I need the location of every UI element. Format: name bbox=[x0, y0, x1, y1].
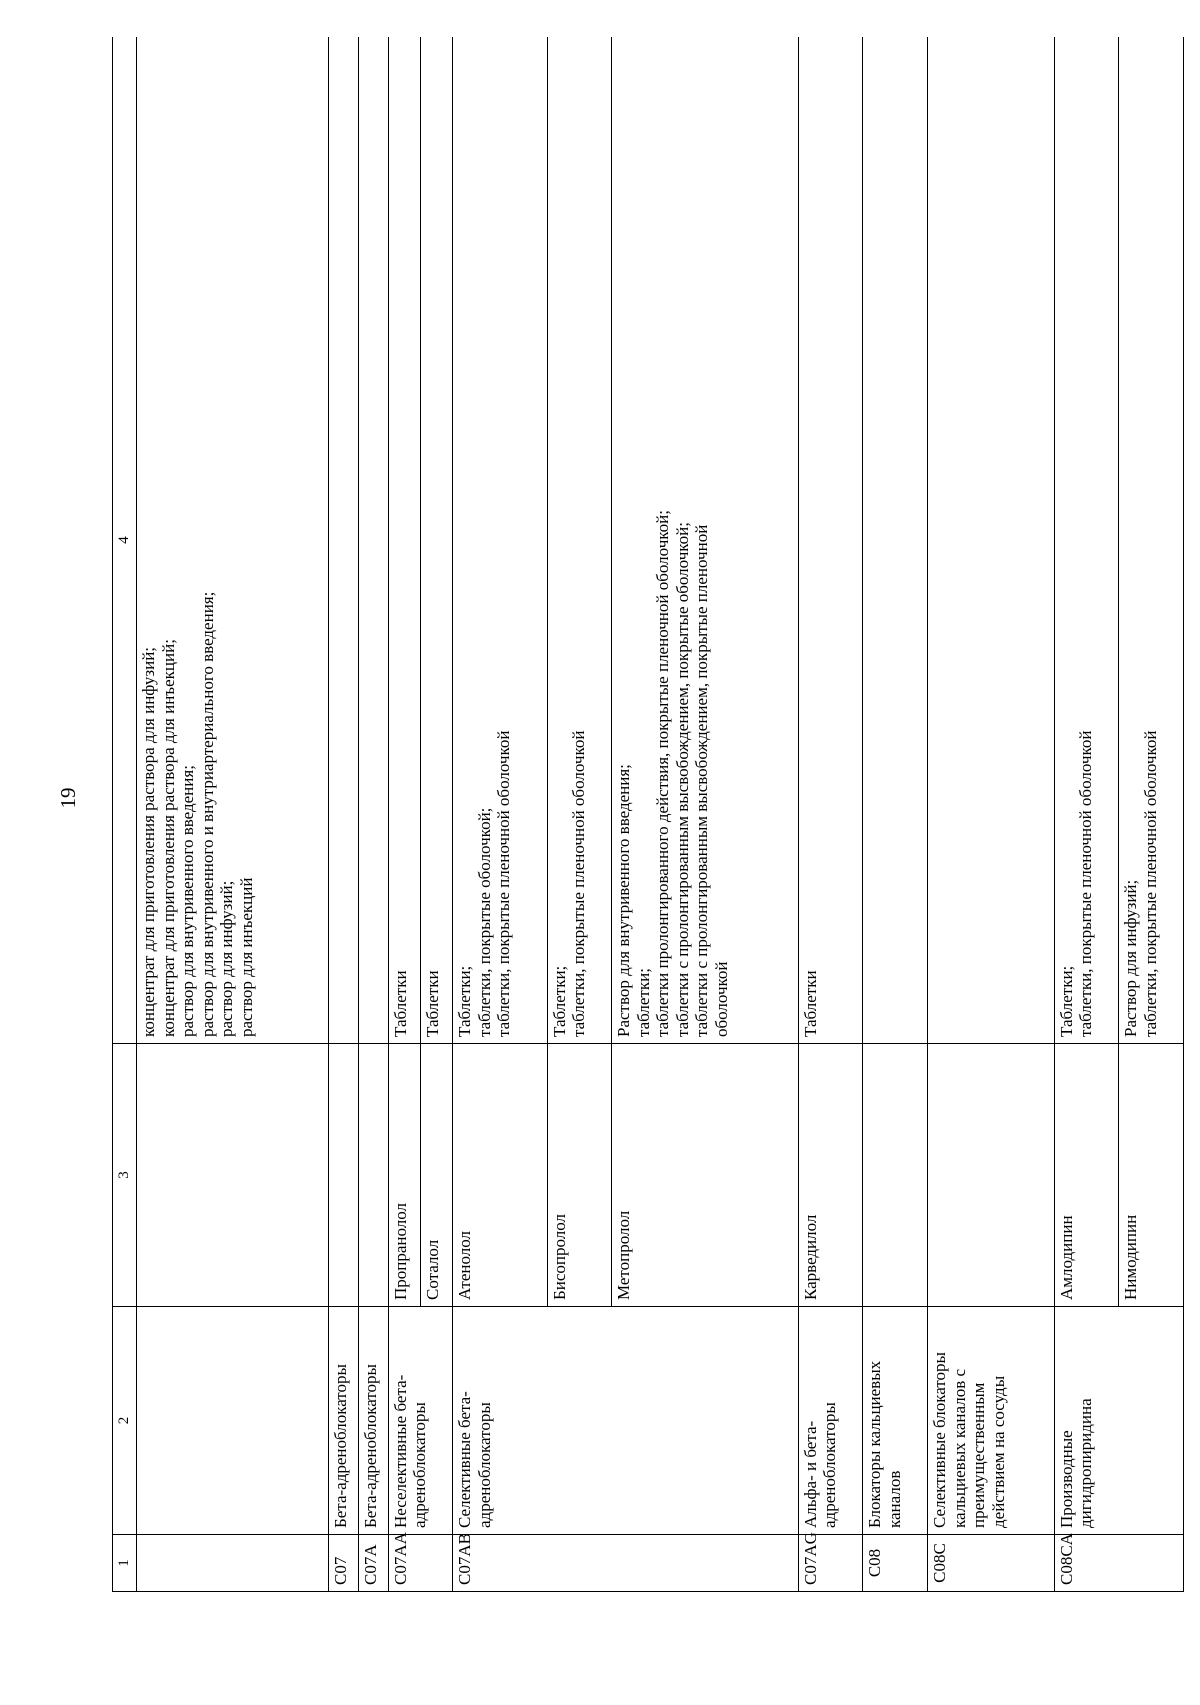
table-row bbox=[453, 37, 548, 1592]
dosage-form-line: таблетки, покрытые пленочной оболочкой bbox=[494, 730, 514, 1037]
dosage-form-line: раствор для инъекций bbox=[236, 877, 256, 1037]
table-row bbox=[388, 37, 420, 1592]
atc-code-cell: C07AB bbox=[453, 1535, 799, 1592]
group-cell bbox=[137, 1307, 328, 1535]
dosage-forms-cell bbox=[358, 37, 388, 1044]
dosage-form-line: таблетки, покрытые пленочной оболочкой bbox=[569, 730, 589, 1037]
dosage-form-line: раствор для инфузий; bbox=[217, 880, 237, 1037]
dosage-form-line: Таблетки bbox=[422, 970, 442, 1037]
table-row bbox=[328, 37, 358, 1592]
atc-code-cell: C07A bbox=[358, 1535, 388, 1592]
atc-code-cell: C08CA bbox=[1054, 1535, 1183, 1592]
dosage-forms-cell bbox=[420, 37, 452, 1044]
drug-name-cell bbox=[328, 1044, 358, 1307]
drug-name-cell bbox=[863, 1044, 928, 1307]
dosage-forms-cell bbox=[453, 37, 548, 1044]
header-col-2: 2 bbox=[113, 1307, 137, 1535]
dosage-form-line: Раствор для инфузий; bbox=[1121, 879, 1141, 1037]
dosage-form-line: таблетки с пролонгированным высвобождением, покрытые пленочной bbox=[692, 524, 712, 1037]
dosage-forms-cell bbox=[927, 37, 1054, 1044]
group-cell: Альфа- и бета- адреноблокаторы bbox=[798, 1307, 863, 1535]
dosage-form-line: таблетки, покрытые оболочкой; bbox=[474, 807, 494, 1037]
drug-name-cell bbox=[927, 1044, 1054, 1307]
rotated-table-frame bbox=[112, 37, 1184, 1592]
group-cell: Селективные бета- адреноблокаторы bbox=[453, 1307, 799, 1535]
drug-name-cell: Амлодипин bbox=[1054, 1044, 1119, 1307]
dosage-form-line: таблетки пролонгированного действия, покрытые пленочной оболочкой; bbox=[653, 510, 673, 1037]
dosage-forms-cell bbox=[612, 37, 799, 1044]
dosage-form-line: Таблетки; bbox=[549, 965, 569, 1037]
drug-name-cell: Соталол bbox=[420, 1044, 452, 1307]
dosage-forms-cell bbox=[328, 37, 358, 1044]
dosage-form-line: Таблетки; bbox=[455, 965, 475, 1037]
dosage-forms-cell bbox=[863, 37, 928, 1044]
group-cell: Неселективные бета- адреноблокаторы bbox=[388, 1307, 453, 1535]
header-col-1: 1 bbox=[113, 1535, 137, 1592]
page-number: 19 bbox=[55, 787, 80, 809]
atc-code-cell: C07AA bbox=[388, 1535, 453, 1592]
dosage-form-line: таблетки, покрытые пленочной оболочкой bbox=[1140, 730, 1160, 1037]
dosage-forms-cell bbox=[798, 37, 863, 1044]
group-cell: Блокаторы кальциевых каналов bbox=[863, 1307, 928, 1535]
drug-name-cell: Атенолол bbox=[453, 1044, 548, 1307]
table-row bbox=[927, 37, 1054, 1592]
table-row bbox=[1054, 37, 1119, 1592]
header-col-4: 4 bbox=[113, 37, 137, 1044]
dosage-form-line: концентрат для приготовления раствора для инфузий; bbox=[139, 646, 159, 1037]
drug-name-cell: Нимодипин bbox=[1119, 1044, 1184, 1307]
drug-name-cell bbox=[358, 1044, 388, 1307]
dosage-form-line: концентрат для приготовления раствора для инъекций; bbox=[158, 639, 178, 1037]
drug-table-container bbox=[112, 37, 1184, 1592]
drug-name-cell: Бисопролол bbox=[547, 1044, 612, 1307]
dosage-form-line: таблетки; bbox=[633, 968, 653, 1037]
group-cell: Производные дигидропиридина bbox=[1054, 1307, 1183, 1535]
dosage-form-line: Таблетки bbox=[390, 970, 410, 1037]
dosage-form-line: раствор для внутривенного введения; bbox=[178, 765, 198, 1037]
drug-name-cell: Пропранолол bbox=[388, 1044, 420, 1307]
atc-code-cell: C08 bbox=[863, 1535, 928, 1592]
header-row bbox=[113, 37, 137, 1592]
dosage-forms-cell bbox=[547, 37, 612, 1044]
header-col-3: 3 bbox=[113, 1044, 137, 1307]
group-cell: Селективные блокаторы кальциевых каналов с преимущественным действием на сосуды bbox=[927, 1307, 1054, 1535]
atc-code-cell: C07 bbox=[328, 1535, 358, 1592]
atc-code-cell: C07AG bbox=[798, 1535, 863, 1592]
dosage-form-line: Раствор для внутривенного введения; bbox=[614, 764, 634, 1037]
dosage-form-line: Таблетки; bbox=[1056, 965, 1076, 1037]
drug-name-cell: Метопролол bbox=[612, 1044, 799, 1307]
drug-name-cell bbox=[137, 1044, 328, 1307]
table-row bbox=[137, 37, 328, 1592]
dosage-form-line: Таблетки bbox=[800, 970, 820, 1037]
table-row bbox=[358, 37, 388, 1592]
dosage-forms-cell bbox=[1119, 37, 1184, 1044]
dosage-form-line: раствор для внутривенного и внутриартериального введения; bbox=[197, 591, 217, 1037]
dosage-forms-cell bbox=[388, 37, 420, 1044]
dosage-form-line: оболочкой bbox=[711, 961, 731, 1037]
dosage-forms-cell bbox=[137, 37, 328, 1044]
dosage-forms-cell bbox=[1054, 37, 1119, 1044]
atc-code-cell: C08C bbox=[927, 1535, 1054, 1592]
table-row bbox=[798, 37, 863, 1592]
table-row bbox=[863, 37, 928, 1592]
group-cell: Бета-адреноблокаторы bbox=[328, 1307, 358, 1535]
drug-classification-table bbox=[112, 37, 1184, 1592]
atc-code-cell bbox=[137, 1535, 328, 1592]
drug-name-cell: Карведилол bbox=[798, 1044, 863, 1307]
dosage-form-line: таблетки с пролонгированным высвобождением, покрытые оболочкой; bbox=[672, 522, 692, 1037]
dosage-form-line: таблетки, покрытые пленочной оболочкой bbox=[1076, 730, 1096, 1037]
group-cell: Бета-адреноблокаторы bbox=[358, 1307, 388, 1535]
